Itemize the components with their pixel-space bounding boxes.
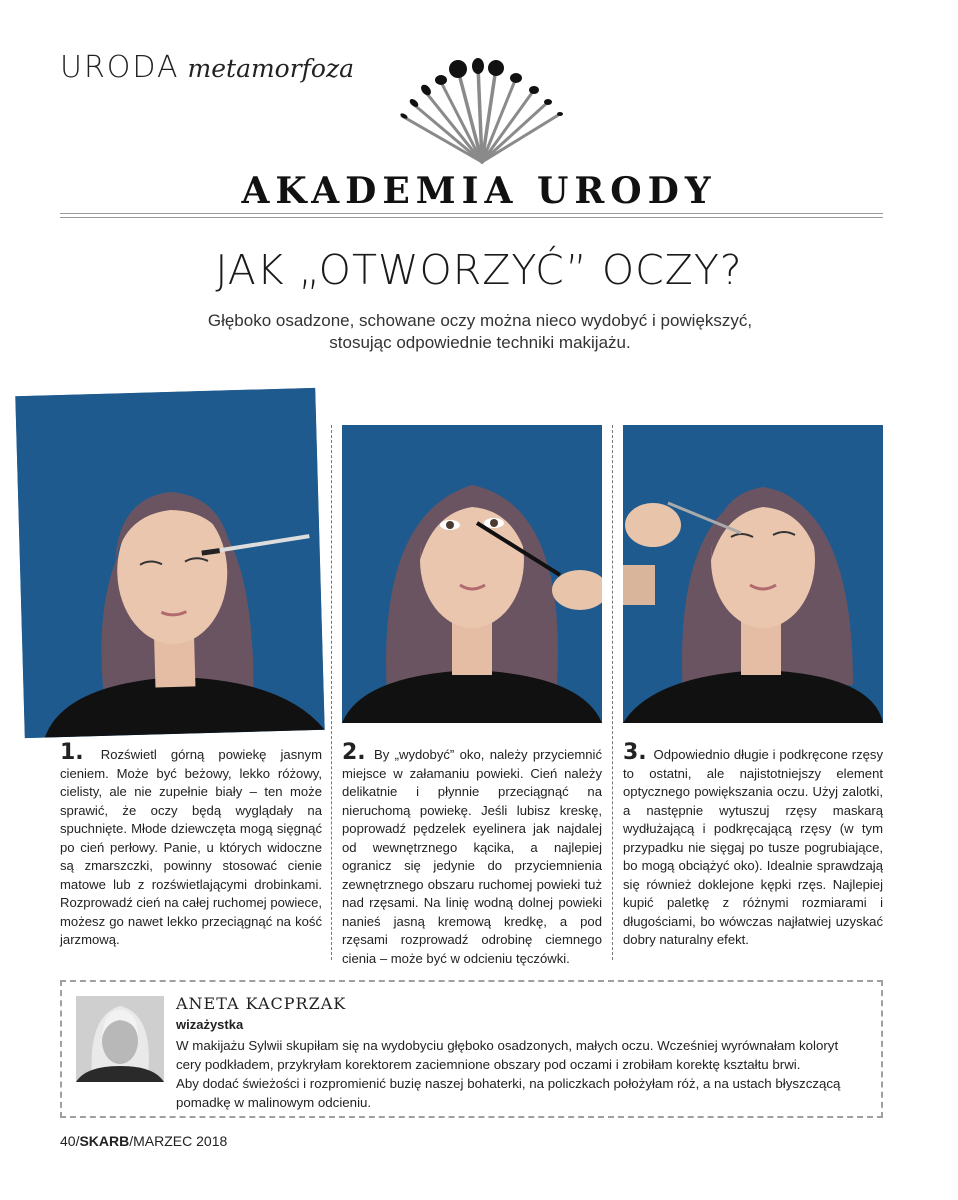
column-divider bbox=[612, 425, 613, 960]
expert-role: wizażystka bbox=[176, 1017, 244, 1032]
expert-box bbox=[60, 980, 883, 1118]
step-1-text bbox=[60, 740, 323, 950]
photo-step-1 bbox=[15, 388, 324, 738]
step-number: 1. bbox=[60, 740, 84, 765]
photo-step-2 bbox=[342, 425, 602, 723]
photo-step-3 bbox=[623, 425, 883, 723]
page-number: 40/ bbox=[60, 1133, 80, 1149]
step-number: 2. bbox=[342, 740, 366, 765]
step-3-text bbox=[623, 740, 883, 950]
section-title: URODA bbox=[60, 50, 180, 85]
step-body: By „wydobyć” oko, należy przyciemnić miejsce w załamaniu powieki. Cień należy delikatnie i płynnie przeciągnąć na nieruchomą powiekę. Jeśli lubisz kreskę, poprowadź pędzelek eyelinera jak najdalej od wewnętrznego kącika, a najlepiej ogranicz się jedynie do przyciemnienia zewnętrznego obszaru ruchomej powieki tuż nad rzęsami. Na linię wodną dolnej powieki nanieś jasną kremową kredkę, a pod rzęsami rozprowadź odrobinę ciemnego cienia – może być w odcieniu tęczówki. bbox=[342, 747, 603, 966]
step-body: Odpowiednio długie i podkręcone rzęsy to ostatni, ale najistotniejszy element optycznego powiększania oczu. Użyj zalotki, a następnie wytuszuj rzęsy maskarą wydłużającą i podkręcającą rzęsy (w tym przypadku nie sięgaj po tusze pogrubiające, bo mogą obciążyć oko). Idealnie sprawdzają się również doklejone kępki rzęs. Najlepiej kupić paletkę z różnymi rozmiarami i długościami, bo wówczas najłatwiej uzyskać dobry naturalny efekt. bbox=[623, 747, 883, 947]
expert-avatar bbox=[76, 996, 164, 1082]
section-subtitle: metamorfoza bbox=[187, 54, 355, 83]
step-number: 3. bbox=[623, 740, 647, 765]
issue-date: /MARZEC 2018 bbox=[129, 1133, 228, 1149]
expert-quote bbox=[176, 1036, 866, 1112]
masthead-title: AKADEMIA URODY bbox=[241, 170, 717, 212]
expert-name: ANETA KACPRZAK bbox=[176, 994, 347, 1013]
magazine-brand: SKARB bbox=[79, 1133, 130, 1149]
step-2-text bbox=[342, 740, 603, 968]
expert-paragraph: W makijażu Sylwii skupiłam się na wydobyciu głęboko osadzonych, małych oczu. Wcześniej wyrównałam koloryt cery podkładem, przykryłam korektorem zaciemnione obszary pod oczami i zrobiłam korektę kształtu brwi. bbox=[176, 1038, 839, 1072]
lead-line-1: Głęboko osadzone, schowane oczy można nieco wydobyć i powiększyć, bbox=[207, 311, 753, 330]
headline: JAK „OTWORZYĆ” OCZY? bbox=[215, 246, 743, 294]
step-body: Rozświetl górną powiekę jasnym cieniem. Może być beżowy, lekko różowy, cielisty, ale nie zupełnie biały – ten może sprawić, że oczy będą wyglądały na spuchnięte. Młode dziewczęta mogą sięgnąć po cień perłowy. Panie, u których widoczne są zmarszczki, powinny stosować cienie matowe lub z rozświetlającymi drobinkami. Rozprowadź cień na całej ruchomej powiece, możesz go nawet lekko przeciągnąć na kość jarzmową. bbox=[60, 747, 323, 947]
expert-paragraph: Aby dodać świeżości i rozpromienić buzię naszej bohaterki, na policzkach położyłam róż, a na ustach błyszczącą pomadkę w malinowym odcieniu. bbox=[176, 1076, 841, 1110]
makeup-brushes-icon bbox=[390, 58, 575, 170]
page-footer bbox=[60, 1133, 227, 1149]
lead-paragraph bbox=[130, 310, 830, 354]
column-divider bbox=[331, 425, 332, 960]
section-header bbox=[60, 50, 354, 90]
lead-line-2: stosując odpowiednie techniki makijażu. bbox=[329, 333, 631, 352]
masthead-rule-2 bbox=[60, 217, 883, 218]
masthead-rule bbox=[60, 213, 883, 214]
